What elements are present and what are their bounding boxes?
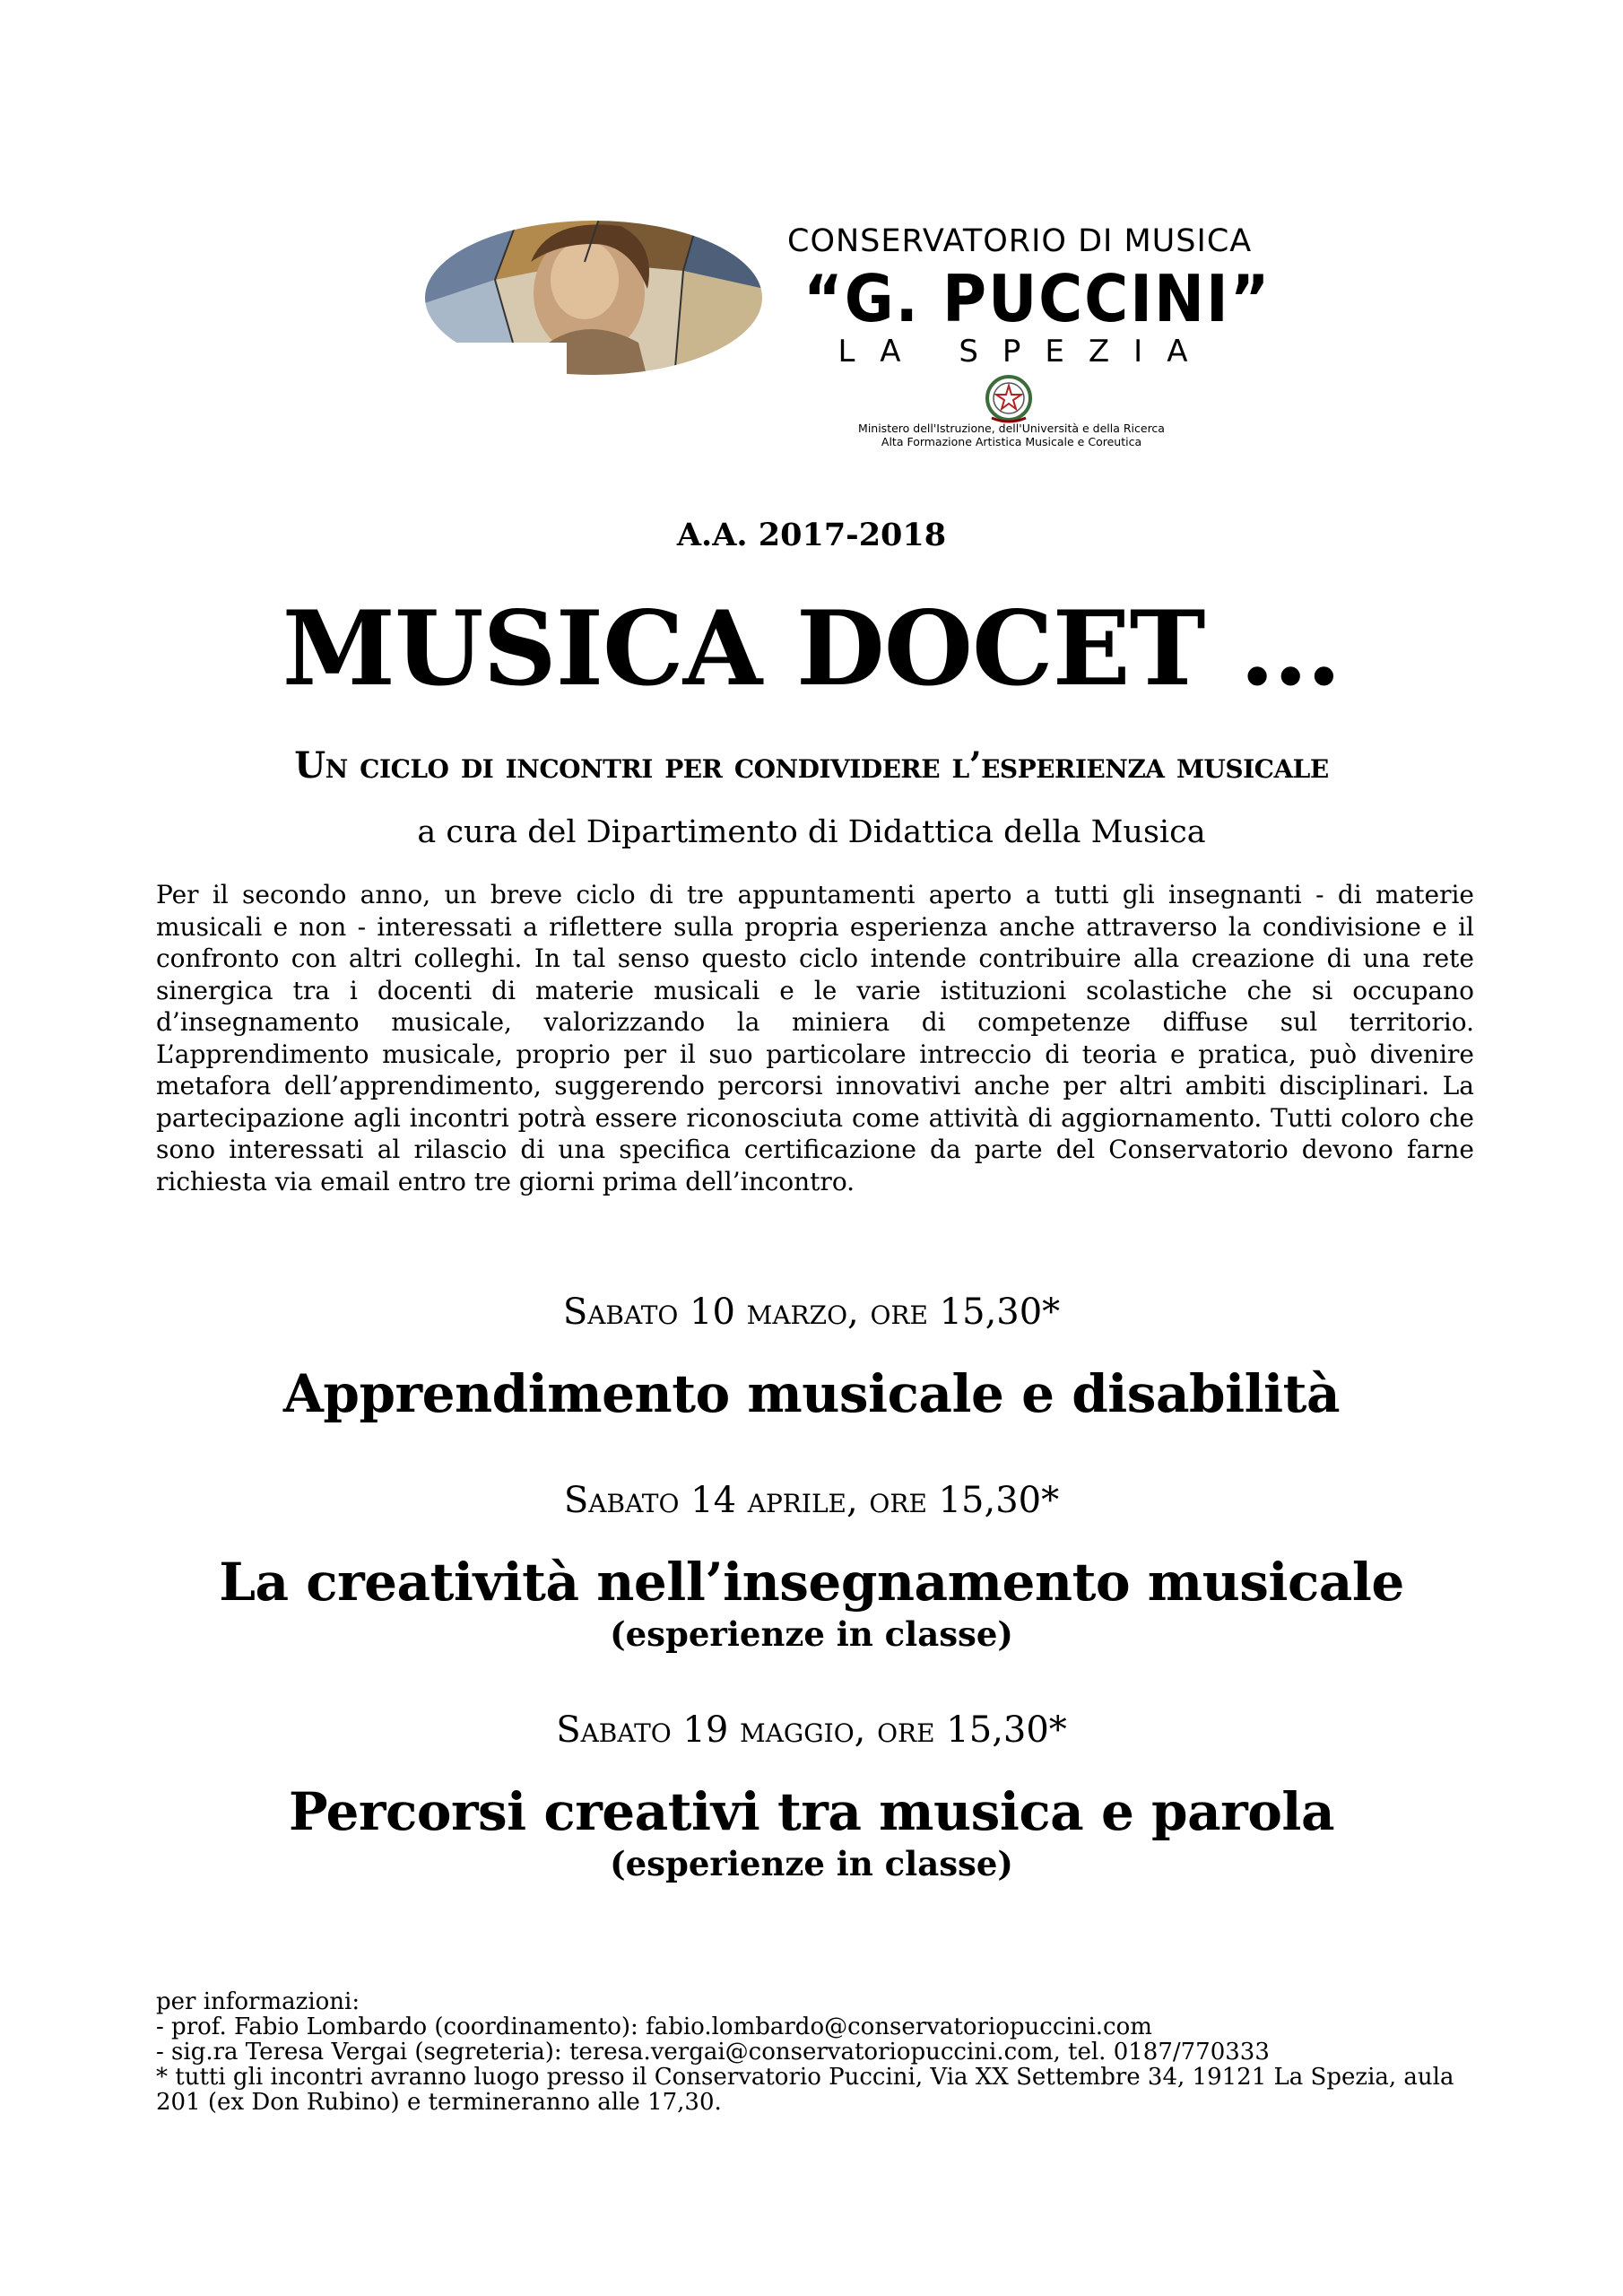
event-note-3: (esperienze in classe) (610, 1844, 1013, 1883)
event-title-3: Percorsi creativi tra musica e parola (288, 1781, 1335, 1842)
contact-secretary: - sig.ra Teresa Vergai (segreteria): teresa.vergai@conservatoriopuccini.com, tel. 0187/770333 (156, 2039, 1270, 2066)
italian-republic-emblem-icon (981, 373, 1037, 425)
contact-coordinator: - prof. Fabio Lombardo (coordinamento): fabio.lombardo@conservatoriopuccini.com (156, 2013, 1152, 2040)
event-date-2: Sabato 14 aprile, ore 15,30* (563, 1480, 1060, 1521)
event-date-1: Sabato 10 marzo, ore 15,30* (562, 1292, 1061, 1333)
ministry-caption (796, 422, 1227, 448)
logo-line-city: LA SPEZIA (838, 334, 1212, 370)
conservatory-logo (787, 223, 1271, 370)
event-date-3: Sabato 19 maggio, ore 15,30* (556, 1709, 1067, 1751)
stained-glass-portrait-icon (414, 208, 764, 378)
contact-info (156, 1989, 1483, 2115)
ministry-line-2: Alta Formazione Artistica Musicale e Coreutica (881, 435, 1142, 448)
logo-line-conservatorio: CONSERVATORIO DI MUSICA (787, 223, 1253, 259)
event-title-1: Apprendimento musicale e disabilità (282, 1363, 1341, 1424)
page-subtitle: Un ciclo di incontri per condividere l’esperienza musicale (294, 744, 1329, 787)
event-title-2: La creatività nell’insegnamento musicale (219, 1552, 1404, 1613)
page-title: MUSICA DOCET … (282, 588, 1341, 709)
venue-note: * tutti gli incontri avranno luogo presso il Conservatorio Puccini, Via XX Settembre 34, 19121 La Spezia, aula 201 (ex Don Rubino) e termineranno alle 17,30. (156, 2064, 1454, 2116)
curated-by: a cura del Dipartimento di Didattica della Musica (417, 814, 1206, 850)
info-label: per informazioni: (156, 1988, 360, 2015)
logo-line-puccini: “G. PUCCINI” (803, 261, 1271, 336)
intro-paragraph: Per il secondo anno, un breve ciclo di tre appuntamenti aperto a tutti gli insegnanti - di materie musicali e non - interessati a riflettere sulla propria esperienza anche attraverso la condivisione e il confronto con altri colleghi. In tal senso questo ciclo intende contribuire alla creazione di una rete sinergica tra i docenti di materie musicali e le varie istituzioni scolastiche che si occupano d’insegnamento musicale, valorizzando la miniera di competenze diffuse sul territorio. L’apprendimento musicale, proprio per il suo particolare intreccio di teoria e pratica, può divenire metafora dell’apprendimento, suggerendo percorsi innovativi anche per altri ambiti disciplinari. La partecipazione agli incontri potrà essere riconosciuta come attività di aggiornamento. Tutti coloro che sono interessati al rilascio di una specifica certificazione da parte del Conservatorio devono farne richiesta via email entro tre giorni prima dell’incontro. (156, 880, 1474, 1196)
academic-year: A.A. 2017-2018 (676, 517, 947, 553)
event-note-2: (esperienze in classe) (610, 1614, 1013, 1654)
ministry-line-1: Ministero dell'Istruzione, dell'Università e della Ricerca (858, 422, 1165, 435)
